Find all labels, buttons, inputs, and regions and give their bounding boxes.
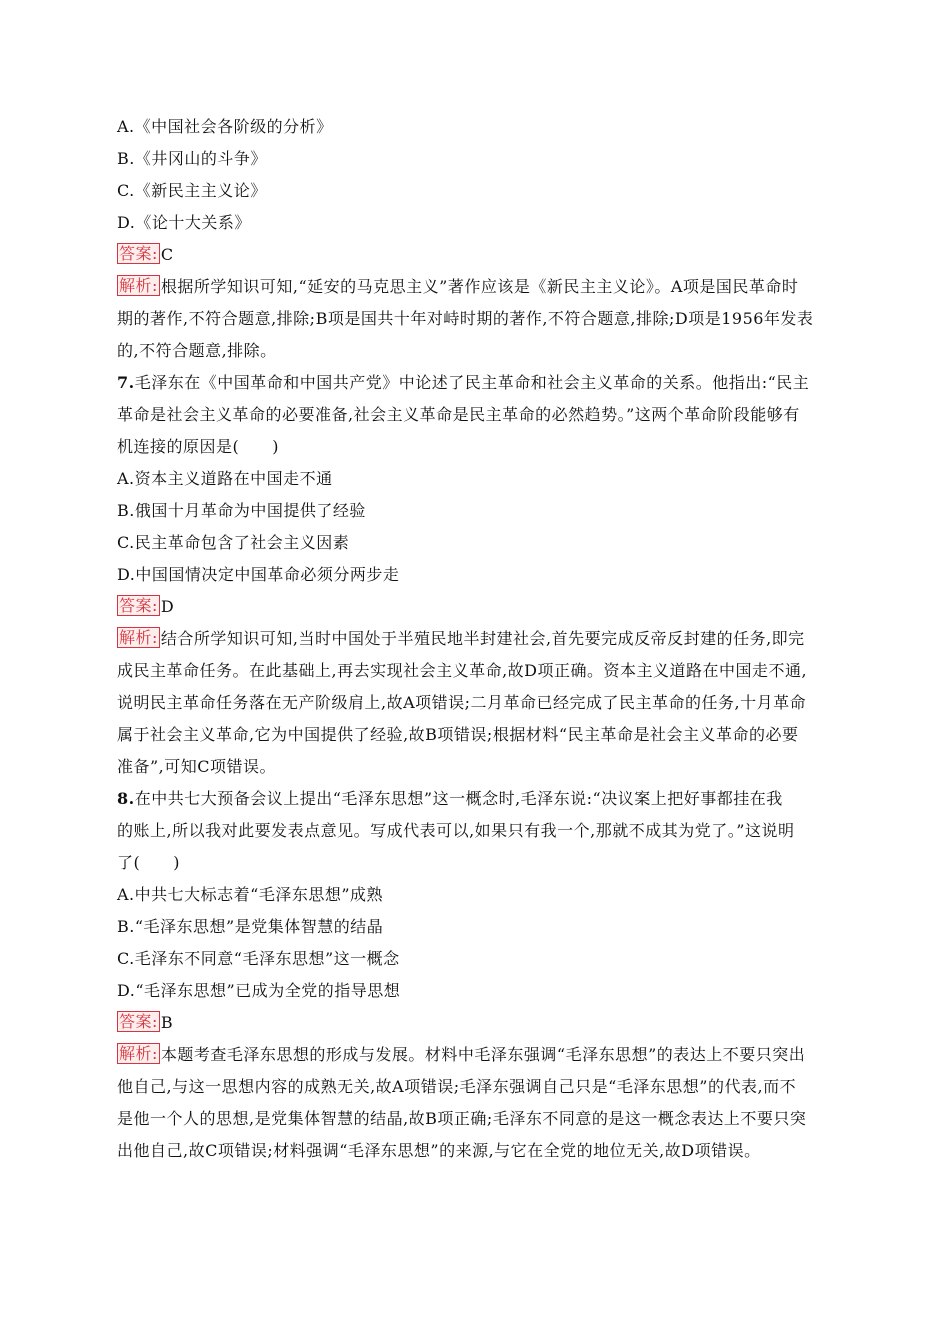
option-b: B.俄国十月革命为中国提供了经验 xyxy=(117,501,366,520)
stem-text: 革命是社会主义革命的必要准备,社会主义革命是民主革命的必然趋势。”这两个革命阶段能够有 xyxy=(117,405,800,424)
analysis-text: 他自己,与这一思想内容的成熟无关,故A项错误;毛泽东强调自己只是“毛泽东思想”的代表,而不 xyxy=(117,1077,797,1096)
analysis-text: 是他一个人的思想,是党集体智慧的结晶,故B项正确;毛泽东不同意的是这一概念表达上不要只突 xyxy=(117,1109,807,1128)
option-c: C.《新民主主义论》 xyxy=(117,181,267,200)
analysis-label: 解析: xyxy=(119,628,158,647)
analysis-label: 解析: xyxy=(119,1044,158,1063)
analysis-label: 解析: xyxy=(119,276,158,295)
analysis-line xyxy=(117,271,837,303)
option-b: B.《井冈山的斗争》 xyxy=(117,149,267,168)
stem-text: 在中共七大预备会议上提出“毛泽东思想”这一概念时,毛泽东说:“决议案上把好事都挂在我 xyxy=(134,789,783,808)
option-d: D.《论十大关系》 xyxy=(117,213,251,232)
option-a: A.资本主义道路在中国走不通 xyxy=(117,469,333,488)
question-8 xyxy=(117,783,837,1167)
stem-text: 的账上,所以我对此要发表点意见。写成代表可以,如果只有我一个,那就不成其为党了。”这说明 xyxy=(117,821,795,840)
analysis-text: 出他自己,故C项错误;材料强调“毛泽东思想”的来源,与它在全党的地位无关,故D项错误。 xyxy=(117,1141,761,1160)
stem-text: 毛泽东在《中国革命和中国共产党》中论述了民主革命和社会主义革命的关系。他指出:“民主 xyxy=(134,373,810,392)
option-a: A.《中国社会各阶级的分析》 xyxy=(117,117,333,136)
stem-text: 了( ) xyxy=(117,853,180,872)
answer-value: B xyxy=(160,1013,174,1032)
question-number: 7. xyxy=(117,373,135,392)
option-d: D.中国国情决定中国革命必须分两步走 xyxy=(117,565,400,584)
question-number: 8. xyxy=(117,789,135,808)
option-c: C.毛泽东不同意“毛泽东思想”这一概念 xyxy=(117,949,400,968)
analysis-text: 准备”,可知C项错误。 xyxy=(117,757,277,776)
analysis-text: 说明民主革命任务落在无产阶级肩上,故A项错误;二月革命已经完成了民主革命的任务,十月革命 xyxy=(117,693,807,712)
option-a: A.中共七大标志着“毛泽东思想”成熟 xyxy=(117,885,384,904)
option-d: D.“毛泽东思想”已成为全党的指导思想 xyxy=(117,981,401,1000)
analysis-text: 结合所学知识可知,当时中国处于半殖民地半封建社会,首先要完成反帝反封建的任务,即完 xyxy=(160,629,805,648)
answer-line xyxy=(117,1007,837,1039)
analysis-text: 根据所学知识可知,“延安的马克思主义”著作应该是《新民主主义论》。A项是国民革命时 xyxy=(160,277,799,296)
question-6 xyxy=(117,111,837,367)
analysis-text: 本题考查毛泽东思想的形成与发展。材料中毛泽东强调“毛泽东思想”的表达上不要只突出 xyxy=(160,1045,806,1064)
answer-value: D xyxy=(160,597,175,616)
answer-value: C xyxy=(160,245,174,264)
question-stem xyxy=(117,783,837,815)
analysis-text: 属于社会主义革命,它为中国提供了经验,故B项错误;根据材料“民主革命是社会主义革命的必要 xyxy=(117,725,799,744)
answer-line xyxy=(117,591,837,623)
analysis-text: 成民主革命任务。在此基础上,再去实现社会主义革命,故D项正确。资本主义道路在中国走不通, xyxy=(117,661,808,680)
option-c: C.民主革命包含了社会主义因素 xyxy=(117,533,350,552)
question-stem xyxy=(117,367,837,399)
analysis-text: 的,不符合题意,排除。 xyxy=(117,341,277,360)
answer-label: 答案: xyxy=(119,596,158,615)
analysis-line xyxy=(117,623,837,655)
analysis-text: 期的著作,不符合题意,排除;B项是国共十年对峙时期的著作,不符合题意,排除;D项是1956年发表 xyxy=(117,309,814,328)
answer-label: 答案: xyxy=(119,1012,158,1031)
analysis-line xyxy=(117,1039,837,1071)
question-7 xyxy=(117,367,837,783)
answer-label: 答案: xyxy=(119,244,158,263)
option-b: B.“毛泽东思想”是党集体智慧的结晶 xyxy=(117,917,384,936)
document-page xyxy=(117,111,837,1167)
stem-text: 机连接的原因是( ) xyxy=(117,437,279,456)
answer-line xyxy=(117,239,837,271)
